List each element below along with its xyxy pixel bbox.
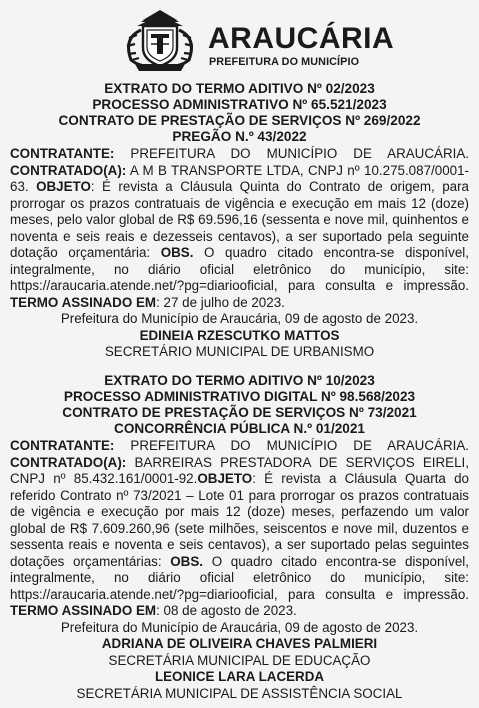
contratante-label: CONTRATANTE: <box>10 146 115 161</box>
doc2-title-line-4: CONCORRÊNCIA PÚBLICA N.º 01/2021 <box>114 421 365 436</box>
assinado-label: TERMO ASSINADO EM <box>10 603 157 618</box>
contratado-value: A M B TRANSPORTE LTDA, CNPJ nº 10.275.087/0001-63. <box>10 162 469 194</box>
doc1-title-line-1: EXTRATO DO TERMO ADITIVO Nº 02/2023 <box>104 81 375 96</box>
contratante-value: PREFEITURA DO MUNICÍPIO DE ARAUCÁRIA. <box>114 438 469 453</box>
doc2-title-line-3: CONTRATO DE PRESTAÇÃO DE SERVIÇOS Nº 73/2021 <box>62 405 417 420</box>
obs-label: OBS. <box>160 245 194 260</box>
doc1-body <box>10 146 469 311</box>
extract-document-1 <box>10 81 469 361</box>
assinado-text: : 08 de agosto de 2023. <box>156 603 297 618</box>
doc2-signatory-1-name: ADRIANA DE OLIVEIRA CHAVES PALMIERI <box>101 636 378 651</box>
doc2-signatory-2-name: LEONICE LARA LACERDA <box>154 669 325 684</box>
doc1-signatory-role: SECRETÁRIO MUNICIPAL DE URBANISMO <box>104 344 375 359</box>
doc1-title-line-4: PREGÃO N.º 43/2022 <box>172 129 307 144</box>
obs-text: O quadro citado encontra-se disponível, integralmente, no diário oficial eletrônico do município, site: https://araucaria.atende.net/?pg=diariooficial, para consulta e impressão. <box>10 553 469 602</box>
contratado-value: BARREIRAS PRESTADORA DE SERVIÇOS EIRELI, CNPJ nº 85.432.161/0001-92. <box>10 454 469 486</box>
contratante-value: PREFEITURA DO MUNICÍPIO DE ARAUCÁRIA. <box>114 146 469 161</box>
obs-label: OBS. <box>170 553 204 569</box>
obs-text: O quadro citado encontra-se disponível, integralmente, no diário oficial eletrônico do município, site: https://araucaria.atende.net/?pg=diariooficial, para consulta e impressão. <box>10 245 469 293</box>
doc1-title-line-3: CONTRATO DE PRESTAÇÃO DE SERVIÇOS Nº 269/2022 <box>58 113 421 128</box>
doc2-place-date: Prefeitura do Município de Araucária, 09 de agosto de 2023. <box>60 619 419 635</box>
municipal-coat-of-arms-icon <box>117 8 203 72</box>
objeto-label: OBJETO <box>36 179 91 194</box>
doc1-title-line-2: PROCESSO ADMINISTRATIVO Nº 65.521/2023 <box>92 97 387 112</box>
doc1-signatory-name: EDINEIA RZESCUTKO MATTOS <box>139 327 340 343</box>
assinado-label: TERMO ASSINADO EM <box>10 294 157 310</box>
extract-document-2 <box>10 373 469 702</box>
doc2-body <box>10 438 469 620</box>
contratado-label: CONTRATADO(A): <box>10 162 127 178</box>
brand-name: ARAUCÁRIA <box>208 22 395 55</box>
objeto-text: : É revista a Cláusula Quinta do Contrato de origem, para prorrogar os prazos contratuais de vigência e execução em mais 12 (doze) meses, pelo valor global de R$ 69.596,16 (sessenta e nove mil, quinhentos e noventa e seis reais e dezesseis centavos), a ser suportado pela seguinte dotação orçamentária: <box>10 179 469 260</box>
assinado-text: : 27 de julho de 2023. <box>156 294 285 310</box>
objeto-label: OBJETO <box>197 471 253 486</box>
doc2-title-line-2: PROCESSO ADMINISTRATIVO DIGITAL Nº 98.568/2023 <box>63 389 416 404</box>
doc2-signatory-1-role: SECRETÁRIA MUNICIPAL DE EDUCAÇÃO <box>108 652 371 668</box>
contratado-label: CONTRATADO(A): <box>10 454 127 470</box>
doc1-place-date: Prefeitura do Município de Araucária, 09 de agosto de 2023. <box>60 311 419 326</box>
doc2-title-line-1: EXTRATO DO TERMO ADITIVO Nº 10/2023 <box>104 373 375 388</box>
doc2-signatory-2-role: SECRETÁRIA MUNICIPAL DE ASSISTÊNCIA SOCIAL <box>76 685 403 701</box>
objeto-text: : É revista a Cláusula Quarta do referido Contrato nº 73/2021 – Lote 01 para prorrogar os prazos contratuais de vigência e execução por mais 12 (doze) meses, perfazendo um valor global de R$ 7.609.260,96 (sete milhões, seiscentos e nove mil, duzentos e sessenta reais e noventa e seis centavos), a ser suportado pelas seguintes dotações orçamentárias: <box>10 471 469 569</box>
brand-subtitle: PREFEITURA DO MUNICÍPIO <box>209 56 360 68</box>
page-header <box>0 0 479 80</box>
contratante-label: CONTRATANTE: <box>10 438 115 453</box>
